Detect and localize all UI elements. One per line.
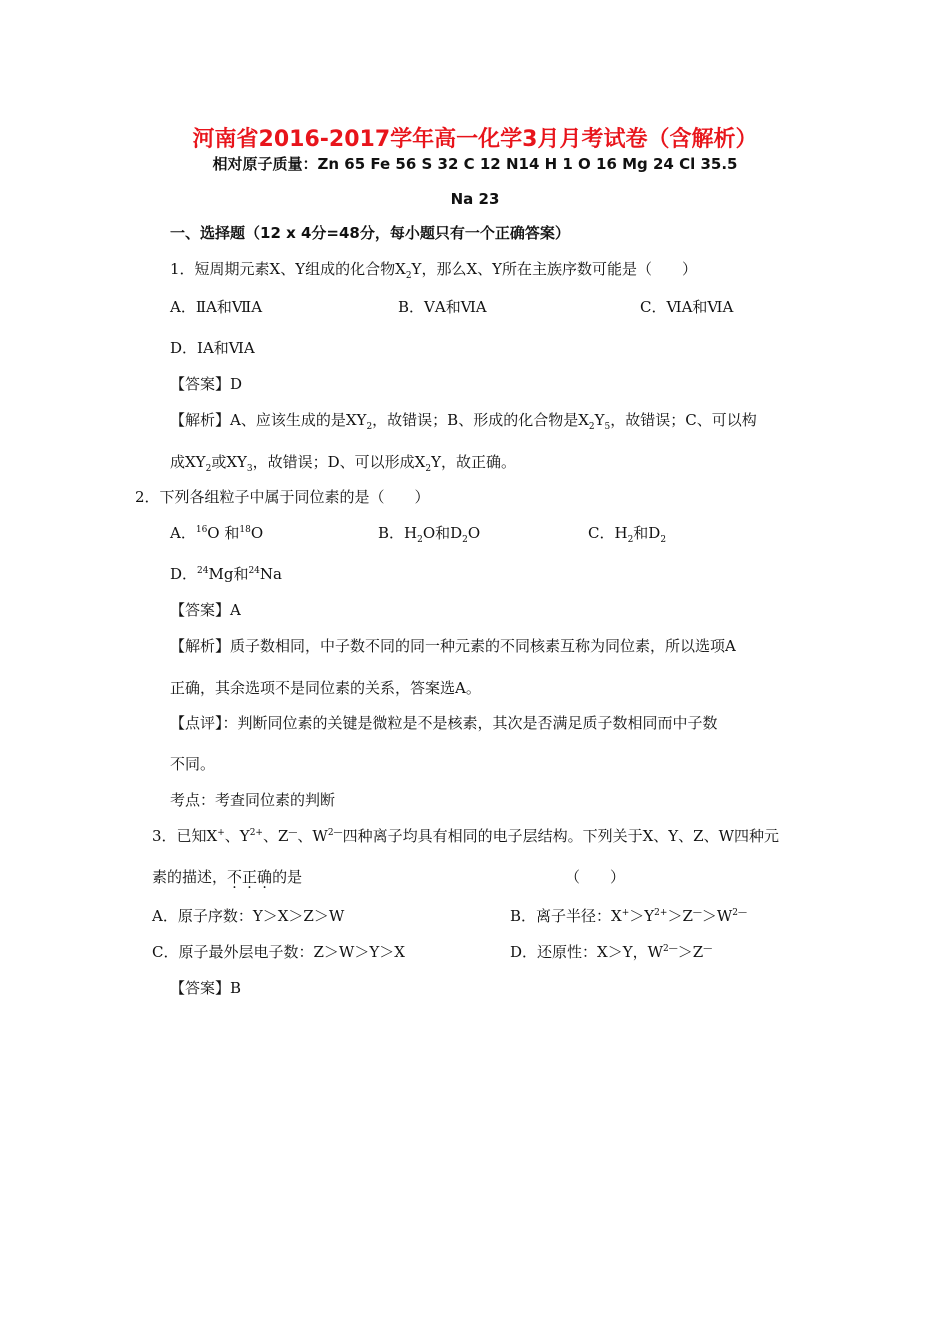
question-2-comment-line-1: 【点评】：判断同位素的关键是微粒是不是核素，其次是否满足质子数相同而中子数 bbox=[170, 714, 718, 732]
page-title: 河南省2016-2017学年高一化学3月月考试卷（含解析） bbox=[192, 127, 758, 152]
question-3-option-c: C．原子最外层电子数：Z＞W＞Y＞X bbox=[152, 943, 405, 961]
emphasis-char: 不 bbox=[227, 868, 243, 886]
atomic-masses-line-2: Na 23 bbox=[450, 190, 500, 208]
question-3-stem-line-2: 素的描述，不正确的是 bbox=[152, 868, 303, 886]
question-1-option-b: B．ⅤA和ⅥA bbox=[398, 298, 487, 316]
question-3-answer-blank: （ ） bbox=[565, 868, 626, 886]
emphasis-char: 确 bbox=[257, 868, 273, 886]
question-1-analysis-line-2: 成$XY_2$或$XY_3$，故错误；D、可以形成$X_2Y$，故正确。 bbox=[170, 453, 517, 474]
question-1-option-d: D．ⅠA和ⅥA bbox=[170, 339, 255, 357]
question-2-option-d: D．$^{24}$Mg和$^{24}$Na bbox=[170, 565, 282, 583]
question-1-stem: 1．短周期元素X、Y组成的化合物$X_2Y$，那么X、Y所在主族序数可能是（ ） bbox=[170, 260, 698, 281]
question-2-analysis-line-1: 【解析】质子数相同，中子数不同的同一种元素的不同核素互称为同位素，所以选项A bbox=[170, 637, 736, 655]
question-2-option-c: C．$H_2$和$D_2$ bbox=[588, 524, 667, 545]
question-1-option-a: A．ⅡA和ⅦA bbox=[170, 298, 263, 316]
question-3-option-a: A．原子序数：Y＞X＞Z＞W bbox=[152, 907, 345, 925]
question-3-stem-line-1: 3．已知X+、$Y^{2+}$、Z—、$W^{2—}$四种离子均具有相同的电子层结构。下列关于X、Y、Z、W四种元 bbox=[152, 827, 779, 845]
atomic-masses-line: 相对原子质量：Zn 65 Fe 56 S 32 C 12 N14 H 1 O 16 Mg 24 Cl 35.5 bbox=[212, 155, 738, 173]
question-1-option-c: C．ⅥA和ⅥA bbox=[640, 298, 734, 316]
question-2-comment-line-2: 不同。 bbox=[170, 755, 216, 773]
question-3-option-b: B．离子半径：$X^+>Y^{2+}>Z^—>W^{2—}$ bbox=[510, 907, 748, 925]
section-heading: 一、选择题（12 x 4分=48分，每小题只有一个正确答案） bbox=[170, 224, 570, 242]
question-2-analysis-line-2: 正确，其余选项不是同位素的关系，答案选A。 bbox=[170, 679, 481, 697]
question-2-kaodian: 考点：考查同位素的判断 bbox=[170, 791, 336, 809]
question-1-analysis-line-1: 【解析】A、应该生成的是$XY_2$，故错误；B、形成的化合物是$X_2Y_5$，故错误；C、可以构 bbox=[170, 411, 757, 432]
question-1-answer: 【答案】D bbox=[170, 375, 243, 393]
question-2-option-a: A．$^{16}$O 和$^{18}$O bbox=[170, 524, 264, 542]
question-2-option-b: B．$H_2O$和$D_2O$ bbox=[378, 524, 481, 545]
emphasis-char: 正 bbox=[242, 868, 258, 886]
question-2-answer: 【答案】A bbox=[170, 601, 241, 619]
question-2-stem: 2．下列各组粒子中属于同位素的是（ ） bbox=[135, 488, 430, 506]
question-3-option-d: D．还原性：X＞Y，$W^{2—}>Z^—$ bbox=[510, 943, 713, 961]
question-3-answer: 【答案】B bbox=[170, 979, 242, 997]
